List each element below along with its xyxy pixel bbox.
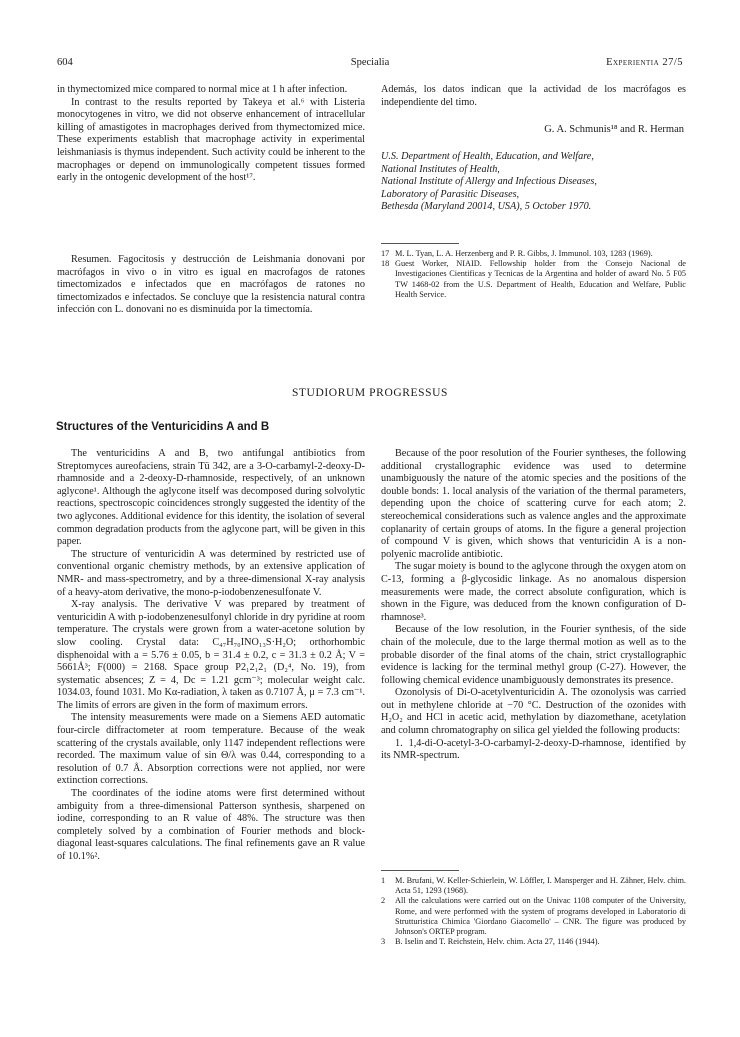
paragraph: 1. 1,4-di-O-acetyl-3-O-carbamyl-2-deoxy-D-rhamnose, identified by its NMR-spectrum. [381,737,686,762]
page-number: 604 [57,57,73,68]
main-right-column [381,448,686,763]
resumen-block [57,254,365,317]
main-left-column [57,448,365,864]
footnotes-bottom [381,876,686,947]
affiliation-block [381,151,686,214]
footnote-rule [381,870,459,871]
footnotes-top [381,249,686,300]
paragraph: The venturicidins A and B, two antifungal antibiotics from Streptomyces aureofaciens, strain Tü 342, are a 3-O-carbamyl-2-deoxy-D-rhamnoside and a 2-deoxy-D-rhamnoside, respectively, of an unknown aglycone¹. Although the aglycone itself was decomposed during solvolytic reactions, spectroscopic coincidences strongly suggested the identity of the two aglycones. Additional evidence for this identity, the isolation of several common degradation products from the aglycone part, will be given in this paper. [57,448,365,548]
footnote: 18 Guest Worker, NIAID. Fellowship holder from the Consejo Nacional de Investigaciones Cientificas y Tecnicas de la Argentina and holder of award No. 5 F05 TW 1468-02 from the U.S. Department of Health, Education and Welfare, Public Health Service. [381,259,686,299]
footnote: 1 M. Brufani, W. Keller-Schierlein, W. Löffler, I. Mansperger and H. Zähner, Helv. chim. Acta 51, 1293 (1968). [381,876,686,896]
top-right-column [381,84,686,109]
resumen: Resumen. Fagocitosis y destrucción de Leishmania donovani por macrófagos in vivo o in vitro es igual en macrofagos de ratones timectomizados e infectados que en macrófagos de ratones no timectomizados e infectados. Se concluye que la resistencia natural contra infección con L. donovani no es disminuida por la timectomía. [57,254,365,316]
footnote: 2 All the calculations were carried out on the Univac 1108 computer of the University, Rome, and were performed with the system of programs developed in Laboratorio di Strutturistica Chimica 'Giordano Giacomello' – CNR. The figure was produced by Johnson's ORTEP program. [381,896,686,937]
paragraph: Because of the low resolution, in the Fourier synthesis, of the side chain of the molecule, due to the large thermal motion as well as to the probable disorder of the final atoms of the chain, strict crystallographic evidence is lacking for the terminal methyl group (C-27). However, the following chemical evidence unambiguously demonstrates its presence. [381,624,686,686]
affiliation-line: U.S. Department of Health, Education, and Welfare, [381,151,594,162]
paragraph: The structure of venturicidin A was determined by restricted use of conventional organic chemistry methods, by an extensive application of NMR- and mass-spectrometry, and by a three-dimensional X-ray analysis of a heavy-atom derivative, the mono-p-iodobenzenesulfonate V. [57,548,365,598]
paragraph: The intensity measurements were made on a Siemens AED automatic four-circle diffractometer at room temperature. Because of the weak scattering of the crystals available, only 1147 independent reflections were recorded. The maximum value of sin Θ/λ was 0.44, corresponding to a resolution of 0.7 Å. Absorption corrections were not applied, nor were extinction corrections. [57,712,365,787]
affiliation-line: National Institutes of Health, [381,163,500,175]
affiliation-line: Bethesda (Maryland 20014, USA), 5 October 1970. [381,201,592,213]
journal-name: Experientia 27/5 [606,57,683,68]
paragraph: The coordinates of the iodine atoms were first determined without ambiguity from a three-dimensional Patterson synthesis, sharpened on iodine, corresponding to an R value of 48%. The structure was then completely solved by a combination of Fourier methods and block-diagonal least-squares calculations. The final refinements gave an R value of 10.1%². [57,788,365,862]
footnote: 17 M. L. Tyan, L. A. Herzenberg and P. R. Gibbs, J. Immunol. 103, 1283 (1969). [381,249,653,258]
paragraph: Because of the poor resolution of the Fourier syntheses, the following additional crystallographic evidence was used to determine unambiguously the nature of the atomic species and the positions of the double bonds: 1. local analysis of the variation of the thermal parameters, depending upon the choice of scattering curve for each atom; 2. stereochemical considerations such as valence angles and the approximate coplanarity of certain groups of atoms. In the figure a general projection of compound V is given, which shows that venturicidin A is a non-polyenic macrolide antibiotic. [381,448,686,560]
affiliation-line: National Institute of Allergy and Infectious Diseases, [381,176,597,188]
paragraph: Ozonolysis of Di-O-acetylventuricidin A. The ozonolysis was carried out in methylene chloride at −70 °C. Destruction of the ozonides with H₂O₂ and HCl in acetic acid, methylation by diazomethane, acetylation and column chromatography on silica gel yielded the following products: [381,687,686,737]
paragraph: X-ray analysis. The derivative V was prepared by treatment of venturicidin A with p-iodobenzenesulfonyl chloride in dry pyridine at room temperature. The crystals were grown from a water-acetone solution by slow cooling. Crystal data: C₄₇H₇₀INO₁₃S·H₂O; orthorhombic disphenoidal with a = 5.76 ± 0.05, b = 31.4 ± 0.2, c = 31.3 ± 0.2 Å; V = 5661Å³; F(000) = 2168. Space group P2₁2₁2₁ (D₂⁴, No. 19), from systematic absences; Z = 4, Dc = 1.21 gcm⁻³; molecular weight calc. 1034.03, found 1031. Mo Kα-radiation, λ taken as 0.7107 Å, μ = 7.3 cm⁻¹. The limits of errors are given in the form of maximum errors. [57,599,365,711]
paragraph: Además, los datos indican que la actividad de los macrófagos es independiente del timo. [381,84,686,108]
running-section: Specialia [350,57,390,68]
footnote-rule [381,243,459,244]
authors: G. A. Schmunis¹⁸ and R. Herman [544,124,684,135]
footnote: 3 B. Iselin and T. Reichstein, Helv. chim. Acta 27, 1146 (1944). [381,937,600,947]
top-left-column [57,84,365,185]
section-heading: STUDIORUM PROGRESSUS [291,387,449,399]
article-title: Structures of the Venturicidins A and B [56,421,270,433]
affiliation-line: Laboratory of Parasitic Diseases, [381,188,520,200]
paragraph: in thymectomized mice compared to normal mice at 1 h after infection. [57,84,348,95]
paragraph: In contrast to the results reported by Takeya et al.⁶ with Listeria monocytogenes in vitro, we did not observe enhancement of intracellular killing of amastigotes in macrophages derived from thymectomized mice. These experiments establish that macrophage activity in experimental leishmaniasis is thymus independent. Such activity could be inherent to the macrophages or depend on immunologically competent tissues formed early in the ontogenic development of the host¹⁷. [57,96,365,184]
paragraph: The sugar moiety is bound to the aglycone through the oxygen atom on C-13, forming a β-glycosidic linkage. As no anomalous dispersion measurements were made, the correct absolute configuration, which is shown in the Figure, was deduced from the known configuration of D-rhamnose³. [381,561,686,623]
